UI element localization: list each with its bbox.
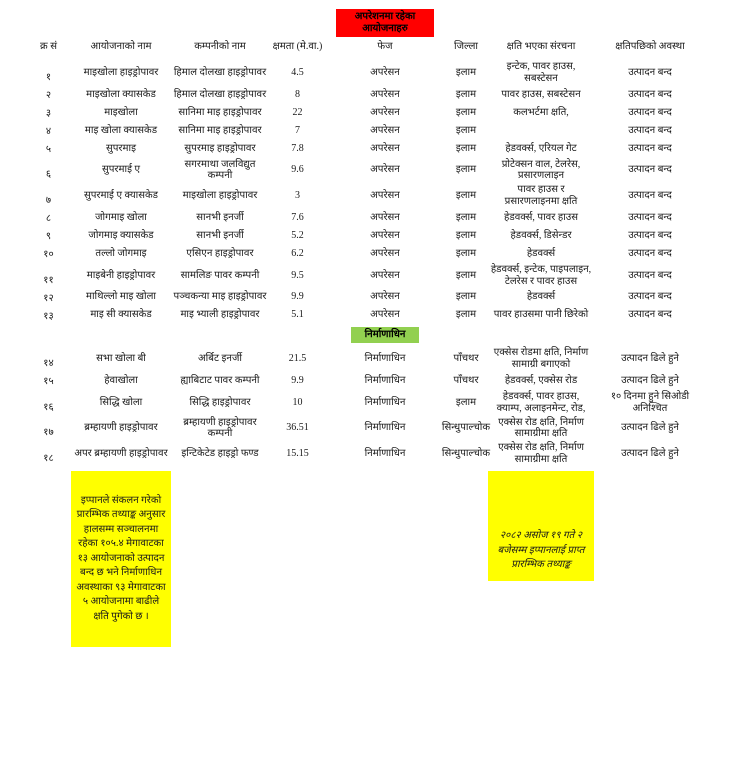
cell-status: उत्पादन बन्द: [628, 88, 672, 100]
cell-phase: निर्माणाधिन: [364, 396, 406, 408]
table-row: [26, 441, 729, 467]
cell-damaged-structures: हेडवर्क्स, एक्सेस रोड: [504, 375, 578, 387]
cell-company-name: एसिएन हाइड्रोपावर: [186, 247, 254, 259]
column-header-damaged-structures: क्षति भएका संरचना: [506, 41, 576, 52]
cell-phase: अपरेसन: [370, 211, 400, 223]
table-row: [26, 140, 729, 158]
cell-serial: १७: [43, 427, 54, 439]
cell-status: उत्पादन बन्द: [628, 66, 672, 78]
table-row: [26, 122, 729, 140]
cell-capacity: 7.6: [291, 211, 304, 223]
cell-damaged-structures: हेडवर्क्स, डिसेन्डर: [510, 229, 572, 241]
data-receipt-note: २०८२ असोज १९ गते २ बजेसम्म इप्पानलाई प्राप्त प्रारम्भिक तथ्याङ्क: [488, 471, 594, 581]
cell-project-name: सुपरमाई ए क्यासकेड: [83, 190, 159, 202]
cell-company-name: हिमाल दोलखा हाइड्रोपावर: [173, 66, 267, 78]
cell-district: पाँचथर: [453, 353, 479, 365]
cell-company-name: इन्टिकेटेड हाइड्रो फण्ड: [181, 448, 259, 460]
cell-phase: अपरेसन: [370, 124, 400, 136]
cell-phase: निर्माणाधिन: [364, 448, 406, 460]
cell-project-name: माइ खोला क्यासकेड: [84, 124, 158, 136]
cell-district: पाँचथर: [453, 375, 479, 387]
cell-project-name: सभा खोला बी: [96, 353, 146, 365]
cell-serial: ६: [45, 169, 52, 181]
cell-district: इलाम: [455, 396, 477, 408]
cell-serial: २: [45, 89, 52, 101]
cell-project-name: माइखोला क्यासकेड: [86, 88, 156, 100]
cell-capacity: 4.5: [291, 66, 304, 78]
cell-district: इलाम: [455, 291, 477, 303]
cell-serial: ८: [45, 212, 52, 224]
cell-phase: अपरेसन: [370, 291, 400, 303]
cell-company-name: पञ्चकन्या माइ हाइड्रोपावर: [173, 291, 267, 303]
cell-phase: अपरेसन: [370, 142, 400, 154]
cell-district: इलाम: [455, 269, 477, 281]
table-row: [26, 306, 729, 324]
table-row: [26, 227, 729, 245]
cell-company-name: सानभी इनर्जी: [196, 229, 244, 241]
cell-phase: अपरेसन: [370, 229, 400, 241]
cell-damaged-structures: प्रोटेक्सन वाल, टेलरेस, प्रसारणलाइन: [501, 158, 581, 182]
cell-capacity: 5.2: [291, 229, 304, 241]
operation-section-banner: अपरेशनमा रहेका आयोजनाहरु: [336, 9, 434, 37]
cell-company-name: सानिमा माइ हाइड्रोपावर: [178, 124, 262, 136]
cell-district: इलाम: [455, 247, 477, 259]
cell-serial: ९: [45, 230, 52, 242]
cell-damaged-structures: एक्सेस रोड क्षति, निर्माण सामाग्रीमा क्षति: [498, 416, 584, 440]
table-row: [26, 183, 729, 209]
cell-company-name: सामलिङ पावर कम्पनी: [180, 269, 260, 281]
table-row: [26, 372, 729, 390]
table-body: [0, 60, 729, 467]
cell-company-name: हिमाल दोलखा हाइड्रोपावर: [173, 88, 267, 100]
cell-company-name: ब्रम्हायणी हाइड्रोपावर कम्पनी: [183, 416, 257, 440]
cell-status: उत्पादन बन्द: [628, 142, 672, 154]
cell-capacity: 36.51: [286, 422, 309, 434]
cell-phase: अपरेसन: [370, 190, 400, 202]
cell-district: इलाम: [455, 142, 477, 154]
construction-banner-row: [26, 324, 729, 346]
column-header-capacity: क्षमता (मे.वा.): [272, 41, 323, 52]
summary-note: इप्पानले संकलन गरेको प्रारम्भिक तथ्याङ्क अनुसार हालसम्म सञ्चालनमा रहेका १०५.४ मेगावाटका १३ आयोजनाको उत्पादन बन्द छ भने निर्माणाधिन अवस्थाका ९३ मेगावाटका ५ आयोजनामा बाढीले क्षति पुगेको छ ।: [71, 471, 171, 647]
cell-capacity: 7.8: [291, 142, 304, 154]
table-row: [26, 263, 729, 289]
cell-capacity: 15.15: [286, 448, 309, 460]
table-row: [26, 86, 729, 104]
cell-company-name: सानिमा माइ हाइड्रोपावर: [178, 106, 262, 118]
cell-capacity: 3: [295, 190, 300, 202]
cell-company-name: सानभी इनर्जी: [196, 211, 244, 223]
cell-phase: निर्माणाधिन: [364, 353, 406, 365]
cell-capacity: 7: [295, 124, 300, 136]
cell-phase: निर्माणाधिन: [364, 422, 406, 434]
cell-status: उत्पादन बन्द: [628, 164, 672, 176]
cell-serial: १०: [43, 248, 54, 260]
cell-project-name: सिद्धि खोला: [99, 396, 143, 408]
cell-serial: ११: [43, 274, 54, 286]
cell-phase: अपरेसन: [370, 164, 400, 176]
table-row: [26, 245, 729, 263]
cell-serial: ७: [45, 194, 52, 206]
cell-status: उत्पादन बन्द: [628, 211, 672, 223]
cell-serial: १३: [43, 310, 54, 322]
cell-district: इलाम: [455, 88, 477, 100]
cell-company-name: सिद्धि हाइड्रोपावर: [189, 396, 251, 408]
cell-serial: १: [45, 71, 52, 83]
cell-serial: १४: [43, 358, 54, 370]
cell-phase: अपरेसन: [370, 247, 400, 259]
cell-project-name: तल्लो जोगमाइ: [95, 247, 147, 259]
cell-phase: निर्माणाधिन: [364, 375, 406, 387]
cell-district: इलाम: [455, 309, 477, 321]
cell-company-name: ह्याबिटाट पावर कम्पनी: [180, 375, 260, 387]
cell-project-name: अपर ब्रम्हायणी हाइड्रोपावर: [74, 448, 168, 460]
cell-serial: १६: [43, 401, 54, 413]
cell-serial: ४: [45, 125, 52, 137]
cell-damaged-structures: हेडवर्क्स, पावर हाउस: [504, 211, 578, 223]
construction-section-banner: निर्माणाधिन: [351, 327, 420, 343]
cell-capacity: 9.5: [291, 269, 304, 281]
cell-status: उत्पादन बन्द: [628, 269, 672, 281]
cell-company-name: माइखोला हाइड्रोपावर: [182, 190, 258, 202]
cell-capacity: 9.9: [291, 291, 304, 303]
cell-district: इलाम: [455, 211, 477, 223]
column-header-district: जिल्ला: [454, 41, 478, 52]
cell-serial: १५: [43, 376, 54, 388]
cell-district: इलाम: [455, 164, 477, 176]
table-header: [26, 40, 729, 60]
cell-project-name: सुपरमाइ: [105, 142, 136, 154]
cell-company-name: अर्बिट इनर्जी: [198, 353, 242, 365]
cell-capacity: 9.9: [291, 375, 304, 387]
cell-damaged-structures: हेडवर्क्स, पावर हाउस, क्याम्प, अलाइनमेन्ट, रोड,: [496, 390, 586, 414]
cell-company-name: माइ भ्याली हाइड्रोपावर: [180, 309, 260, 321]
cell-capacity: 22: [292, 106, 303, 118]
cell-company-name: सुपरमाइ हाइड्रोपावर: [184, 142, 256, 154]
cell-capacity: 8: [295, 88, 300, 100]
cell-status: १० दिनमा हुने सिओडी अनिश्चित: [610, 390, 690, 414]
cell-status: उत्पादन बन्द: [628, 124, 672, 136]
cell-damaged-structures: पावर हाउस, सबस्टेसन: [501, 88, 581, 100]
cell-damaged-structures: हेडवर्क्स: [526, 247, 556, 259]
cell-damaged-structures: एक्सेस रोड क्षति, निर्माण सामाग्रीमा क्षति: [498, 442, 584, 465]
cell-damaged-structures: इन्टेक, पावर हाउस, सबस्टेसन: [506, 61, 576, 84]
cell-serial: १२: [43, 292, 54, 304]
cell-status: उत्पादन ढिले हुने: [621, 422, 679, 434]
operation-banner-cell: [326, 6, 444, 40]
table-row: [26, 416, 729, 442]
cell-status: उत्पादन बन्द: [628, 309, 672, 321]
cell-serial: १८: [43, 452, 54, 464]
cell-phase: अपरेसन: [370, 88, 400, 100]
cell-district: इलाम: [455, 106, 477, 118]
cell-project-name: माथिल्लो माइ खोला: [85, 291, 157, 303]
cell-capacity: 6.2: [291, 247, 304, 259]
cell-project-name: जोगमाइ खोला: [95, 211, 147, 223]
cell-phase: अपरेसन: [370, 269, 400, 281]
table-row: [26, 288, 729, 306]
column-header-company: कम्पनीको नाम: [194, 41, 246, 52]
cell-project-name: माइखोला हाइड्रोपावर: [83, 66, 159, 78]
cell-status: उत्पादन ढिले हुने: [621, 375, 679, 387]
table-row: [26, 104, 729, 122]
cell-status: उत्पादन बन्द: [628, 106, 672, 118]
column-header-post-damage-status: क्षतिपछिको अवस्था: [615, 41, 685, 52]
table-row: [26, 346, 729, 372]
cell-company-name: सगरमाथा जलविद्युत कम्पनी: [184, 158, 256, 182]
cell-capacity: 10: [292, 396, 303, 408]
cell-damaged-structures: हेडवर्क्स, एरियल गेट: [505, 142, 577, 154]
cell-damaged-structures: एक्सेस रोडमा क्षति, निर्माण सामाग्री बगाएको: [493, 347, 589, 371]
cell-phase: अपरेसन: [370, 66, 400, 78]
cell-project-name: माइखोला: [104, 106, 138, 118]
cell-project-name: माइ सी क्यासकेड: [90, 309, 152, 321]
table-row: [26, 60, 729, 86]
cell-project-name: ब्रम्हायणी हाइड्रोपावर: [84, 422, 158, 434]
construction-banner-cell: [326, 324, 444, 346]
cell-phase: अपरेसन: [370, 309, 400, 321]
cell-status: उत्पादन बन्द: [628, 291, 672, 303]
cell-damaged-structures: [488, 122, 594, 140]
table-row: [26, 158, 729, 184]
operation-banner-row: [26, 6, 729, 40]
cell-project-name: सुपरमाई ए: [101, 164, 141, 176]
cell-damaged-structures: कलभर्टमा क्षति,: [513, 106, 569, 118]
cell-damaged-structures: पावर हाउसमा पानी छिरेको: [493, 309, 589, 321]
cell-capacity: 5.1: [291, 309, 304, 321]
cell-district: इलाम: [455, 229, 477, 241]
column-header-project: आयोजनाको नाम: [90, 41, 152, 52]
cell-damaged-structures: पावर हाउस र प्रसारणलाइनमा क्षति: [504, 184, 578, 207]
cell-project-name: जोगमाइ क्यासकेड: [88, 229, 154, 241]
cell-status: उत्पादन ढिले हुने: [621, 353, 679, 365]
cell-status: उत्पादन ढिले हुने: [621, 448, 679, 460]
cell-district: सिन्धुपाल्चोक: [441, 448, 491, 460]
table-row: [26, 209, 729, 227]
cell-status: उत्पादन बन्द: [628, 229, 672, 241]
cell-serial: ३: [45, 107, 52, 119]
cell-damaged-structures: हेडवर्क्स: [526, 291, 556, 303]
cell-project-name: माइबेनी हाइड्रोपावर: [86, 269, 156, 281]
cell-phase: अपरेसन: [370, 106, 400, 118]
cell-capacity: 21.5: [288, 353, 307, 365]
column-header-phase: फेज: [377, 41, 393, 52]
cell-status: उत्पादन बन्द: [628, 247, 672, 259]
cell-district: इलाम: [455, 190, 477, 202]
cell-status: उत्पादन बन्द: [628, 190, 672, 202]
cell-serial: ५: [45, 143, 52, 155]
cell-damaged-structures: हेडवर्क्स, इन्टेक, पाइपलाइन, टेलरेस र पावर हाउस: [490, 263, 592, 287]
column-header-serial: क्र सं: [40, 41, 57, 52]
cell-project-name: हेवाखोला: [104, 375, 138, 387]
notes-row: [26, 471, 729, 647]
cell-district: इलाम: [455, 124, 477, 136]
table-row: [26, 390, 729, 416]
cell-district: इलाम: [455, 66, 477, 78]
cell-district: सिन्धुपाल्चोक: [441, 422, 491, 434]
cell-capacity: 9.6: [291, 164, 304, 176]
